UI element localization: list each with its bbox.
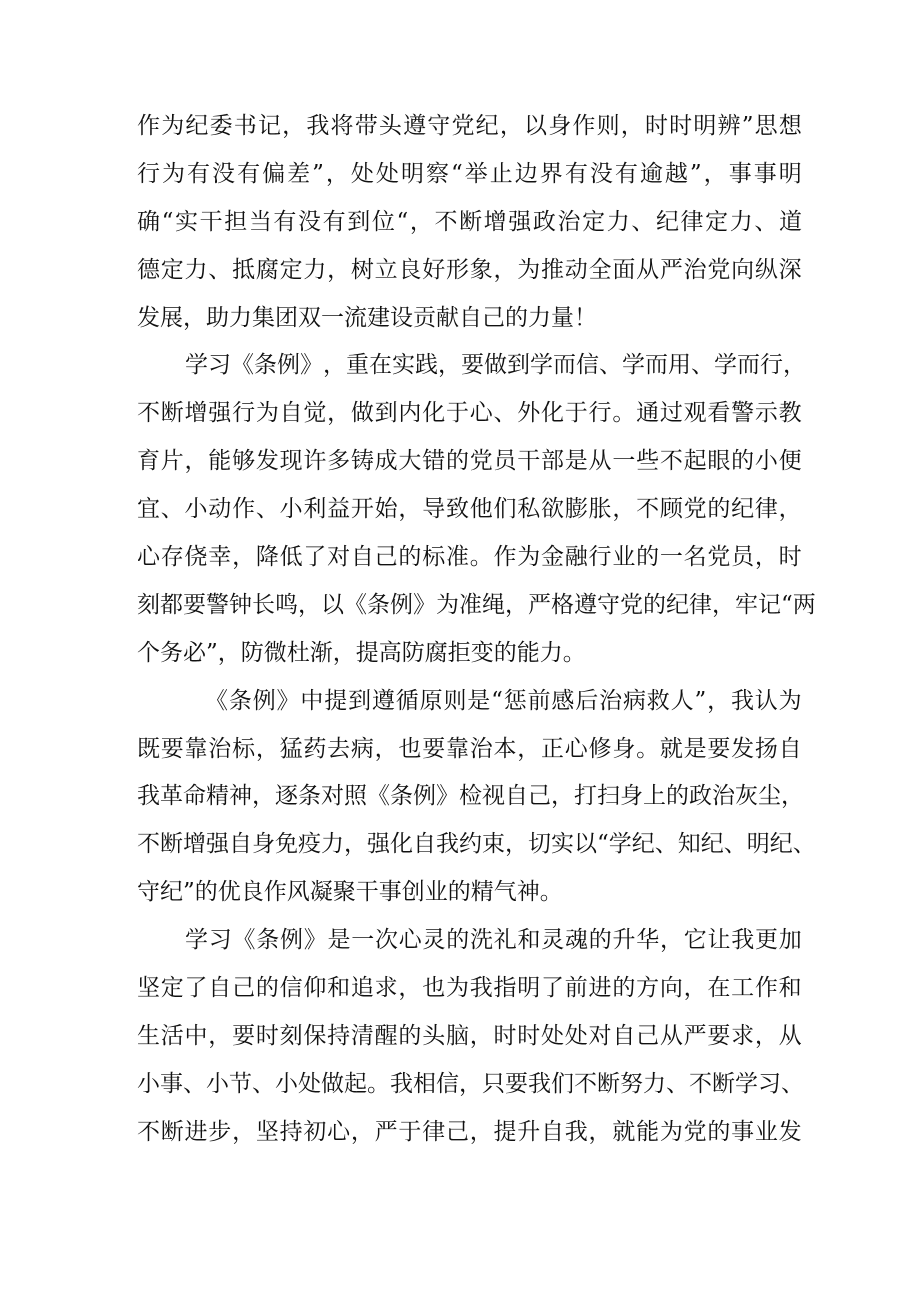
text-line: 守纪”的优良作风凝聚干事创业的精气神。 <box>137 879 563 906</box>
text-line: 确 “ 实 干 担 当 有 没 有 到 位 “ ， 不 断 增 强 政 治 定 力 、 纪 律 定 力 、 道 <box>137 208 802 235</box>
text-line: 小 事 、 小 节 、 小 处 做 起 。 我 相 信 ， 只 要 我 们 不 断 努 力 、 不 断 学 习 、 <box>137 1070 804 1097</box>
text-line: 行 为 有 没 有 偏 差 ” ， 处 处 明 察 “ 举 止 边 界 有 没 有 逾 越 ” ， 事 事 明 <box>137 160 802 187</box>
text-line: 发展，助力集团双一流建设贡献自己的力量！ <box>137 304 597 331</box>
text-line: 德 定 力 、 抵 腐 定 力 ， 树 立 良 好 形 象 ， 为 推 动 全 面 从 严 治 党 向 纵 深 <box>137 256 802 283</box>
paragraph-3 <box>137 678 816 917</box>
text-line: 生 活 中 ， 要 时 刻 保 持 清 醒 的 头 脑 ， 时 时 处 处 对 自 己 从 严 要 求 ， 从 <box>137 1022 802 1049</box>
paragraph-1 <box>137 103 802 342</box>
text-line: 刻 都 要 警 钟 长 鸣 ， 以 《 条 例 》 为 准 绳 ， 严 格 遵 守 党 的 纪 律 ， 牢 记 “ 两 <box>137 591 816 618</box>
text-line: 学 习 《 条 例 》 ， 重 在 实 践 ， 要 做 到 学 而 信 、 学 而 用 、 学 而 行 ， <box>185 352 806 379</box>
text-line: 宜 、 小 动 作 、 小 利 益 开 始 ， 导 致 他 们 私 欲 膨 胀 ， 不 顾 党 的 纪 律 ， <box>137 496 802 523</box>
text-line: 不 断 增 强 行 为 自 觉 ， 做 到 内 化 于 心 、 外 化 于 行 。 通 过 观 看 警 示 教 <box>137 400 802 427</box>
text-line: 不 断 进 步 ， 坚 持 初 心 ， 严 于 律 己 ， 提 升 自 我 ， 就 能 为 党 的 事 业 发 <box>137 1118 802 1145</box>
text-line: 心 存 侥 幸 ， 降 低 了 对 自 己 的 标 准 。 作 为 金 融 行 业 的 一 名 党 员 ， 时 <box>137 544 802 571</box>
text-line: 《 条 例 》 中 提 到 遵 循 原 则 是 “ 惩 前 感 后 治 病 救 人 ” ， 我 认 为 <box>205 687 802 714</box>
paragraph-2 <box>137 342 816 677</box>
text-line: 既 要 靠 治 标 ， 猛 药 去 病 ， 也 要 靠 治 本 ， 正 心 修 身 。 就 是 要 发 扬 自 <box>137 735 802 762</box>
text-line: 坚 定 了 自 己 的 信 仰 和 追 求 ， 也 为 我 指 明 了 前 进 的 方 向 ， 在 工 作 和 <box>137 975 802 1002</box>
text-line: 作 为 纪 委 书 记 ， 我 将 带 头 遵 守 党 纪 ， 以 身 作 则 ， 时 时 明 辨 ” 思 想 <box>137 113 802 139</box>
text-line: 个务必”，防微杜渐，提高防腐拒变的能力。 <box>137 639 586 666</box>
text-line: 育 片 ， 能 够 发 现 许 多 铸 成 大 错 的 党 员 干 部 是 从 一 些 不 起 眼 的 小 便 <box>137 448 802 475</box>
text-line: 学 习 《 条 例 》 是 一 次 心 灵 的 洗 礼 和 灵 魂 的 升 华 ， 它 让 我 更 加 <box>185 927 802 954</box>
document-body <box>137 103 816 1157</box>
text-line: 我 革 命 精 神 ， 逐 条 对 照 《 条 例 》 检 视 自 己 ， 打 扫 身 上 的 政 治 灰 尘 ， <box>137 783 804 810</box>
paragraph-4 <box>137 917 802 1156</box>
text-line: 不 断 增 强 自 身 免 疫 力 ， 强 化 自 我 约 束 ， 切 实 以 “ 学 纪 、 知 纪 、 明 纪 、 <box>137 831 816 858</box>
